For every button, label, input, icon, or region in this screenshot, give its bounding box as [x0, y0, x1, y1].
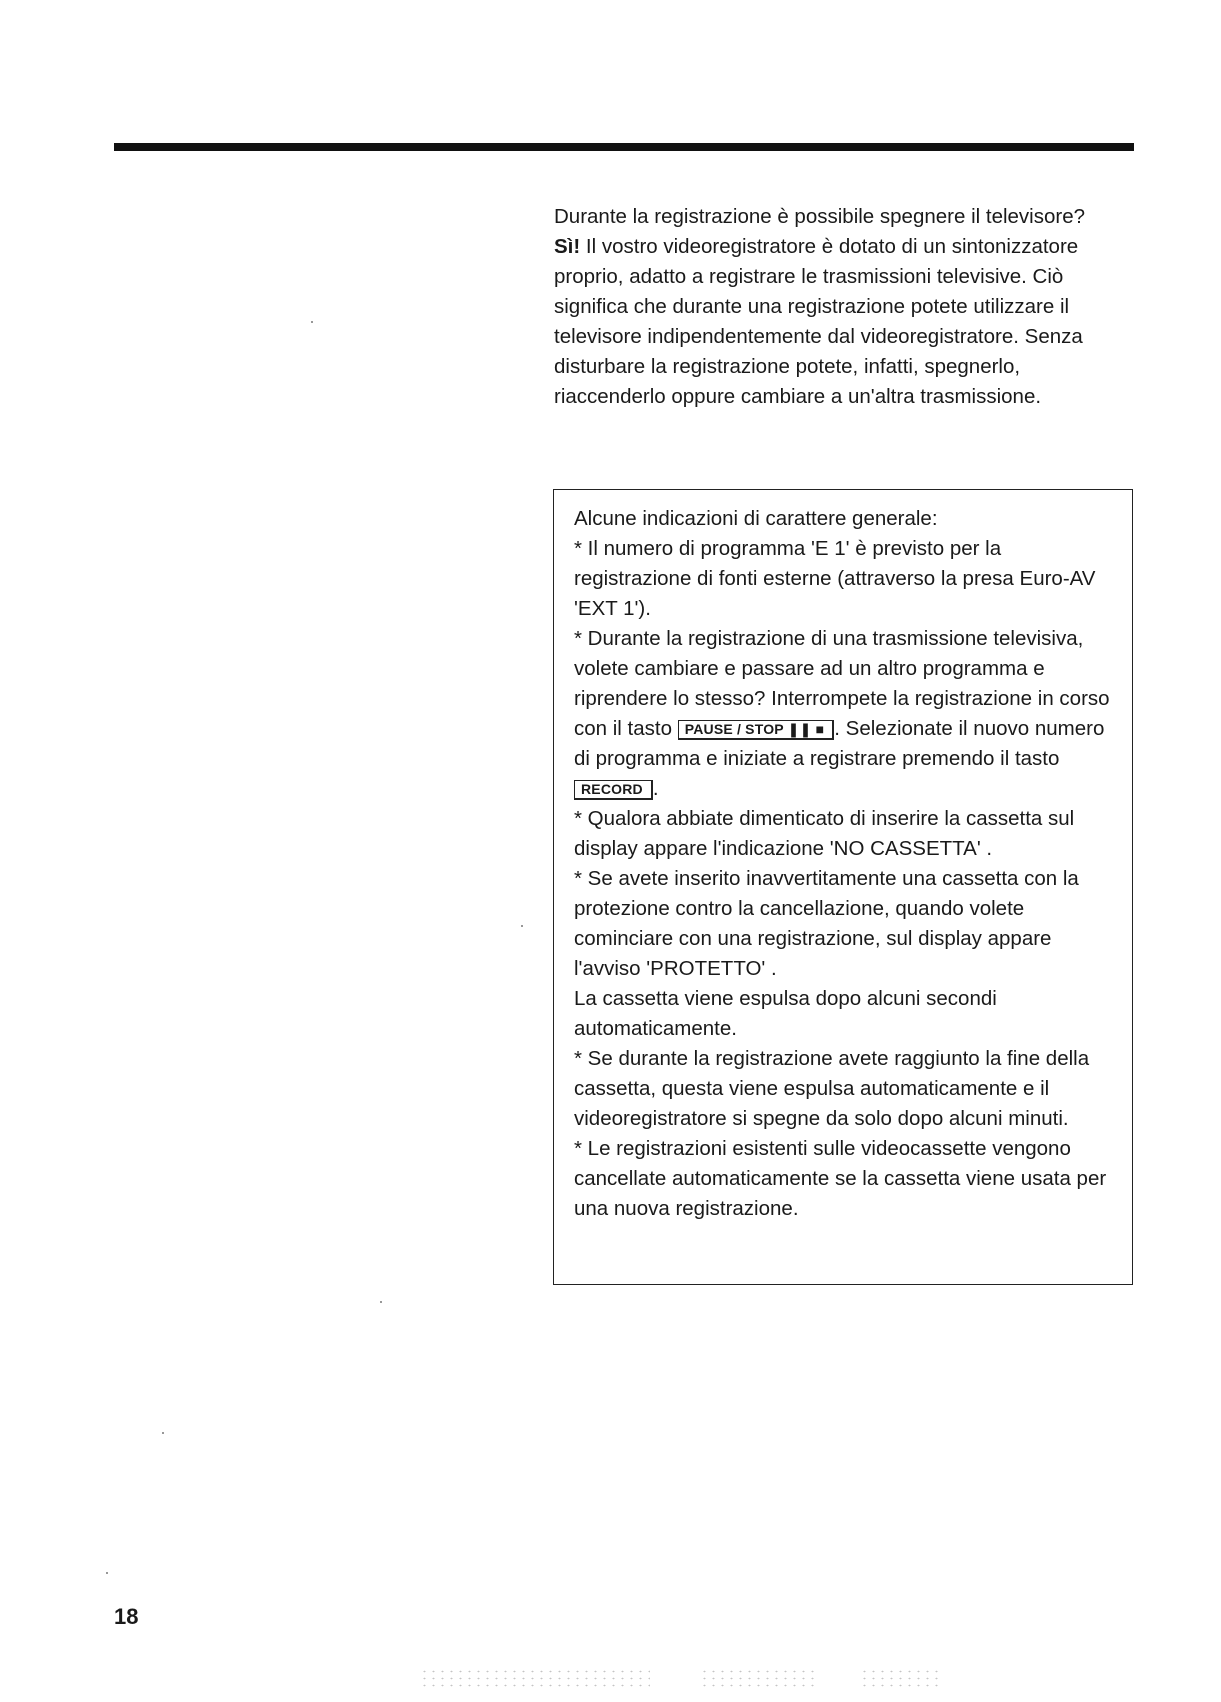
- scan-speck: [162, 1432, 164, 1434]
- note-text: * Durante la registrazione di una trasmissione televisiva, volete cambiare e passare ad un altro programma e riprendere lo stesso? Interrompete la registrazione in corso con il tasto: [574, 627, 1110, 740]
- notes-heading: Alcune indicazioni di carattere generale:: [574, 507, 938, 530]
- note-item: * Qualora abbiate dimenticato di inserire la cassetta sul display appare l'indicazione 'NO CASSETTA' .: [574, 807, 1075, 860]
- intro-section: [554, 202, 1124, 412]
- note-item: La cassetta viene espulsa dopo alcuni secondi automaticamente.: [574, 987, 997, 1040]
- note-item: * Se durante la registrazione avete raggiunto la fine della cassetta, questa viene espulsa automaticamente e il videoregistratore si spegne da solo dopo alcuni minuti.: [574, 1047, 1090, 1130]
- pause-stop-key: PAUSE / STOP ❚❚ ■: [678, 720, 835, 740]
- scan-noise: [420, 1668, 650, 1690]
- answer-text: Il vostro videoregistratore è dotato di un sintonizzatore proprio, adatto a registrare le trasmissioni televisive. Ciò significa che durante una registrazione potete utilizzare il televisore indipendentemente dal videoregistratore. Senza disturbare la registrazione potete, infatti, spegnerlo, riaccenderlo oppure cambiare a un'altra trasmissione.: [554, 235, 1083, 408]
- scan-speck: [521, 925, 523, 927]
- note-item: * Le registrazioni esistenti sulle videocassette vengono cancellate automaticamente se la cassetta viene usata per una nuova registrazione.: [574, 1137, 1107, 1220]
- intro-question: Durante la registrazione è possibile spegnere il televisore?: [554, 205, 1086, 228]
- scan-speck: [380, 1301, 382, 1303]
- answer-lead: Sì!: [554, 235, 581, 258]
- note-text: . Selezionate il nuovo numero di programma e iniziate a registrare premendo il tasto: [574, 717, 1105, 770]
- scan-speck: [106, 1572, 108, 1574]
- scan-speck: [311, 321, 313, 323]
- top-rule: [114, 143, 1134, 151]
- record-key: RECORD: [574, 780, 653, 800]
- note-item: * Il numero di programma 'E 1' è previsto per la registrazione di fonti esterne (attraverso la presa Euro-AV 'EXT 1').: [574, 537, 1096, 620]
- page-number: 18: [114, 1604, 139, 1629]
- general-notes-box: [553, 489, 1133, 1285]
- scan-noise: [860, 1668, 940, 1690]
- note-text: .: [652, 777, 659, 800]
- intro-answer: [554, 232, 1124, 412]
- note-item: [574, 624, 1122, 804]
- scan-noise: [700, 1668, 820, 1690]
- note-item: * Se avete inserito inavvertitamente una cassetta con la protezione contro la cancellazione, quando volete cominciare con una registrazione, sul display appare l'avviso 'PROTETTO' .: [574, 867, 1079, 980]
